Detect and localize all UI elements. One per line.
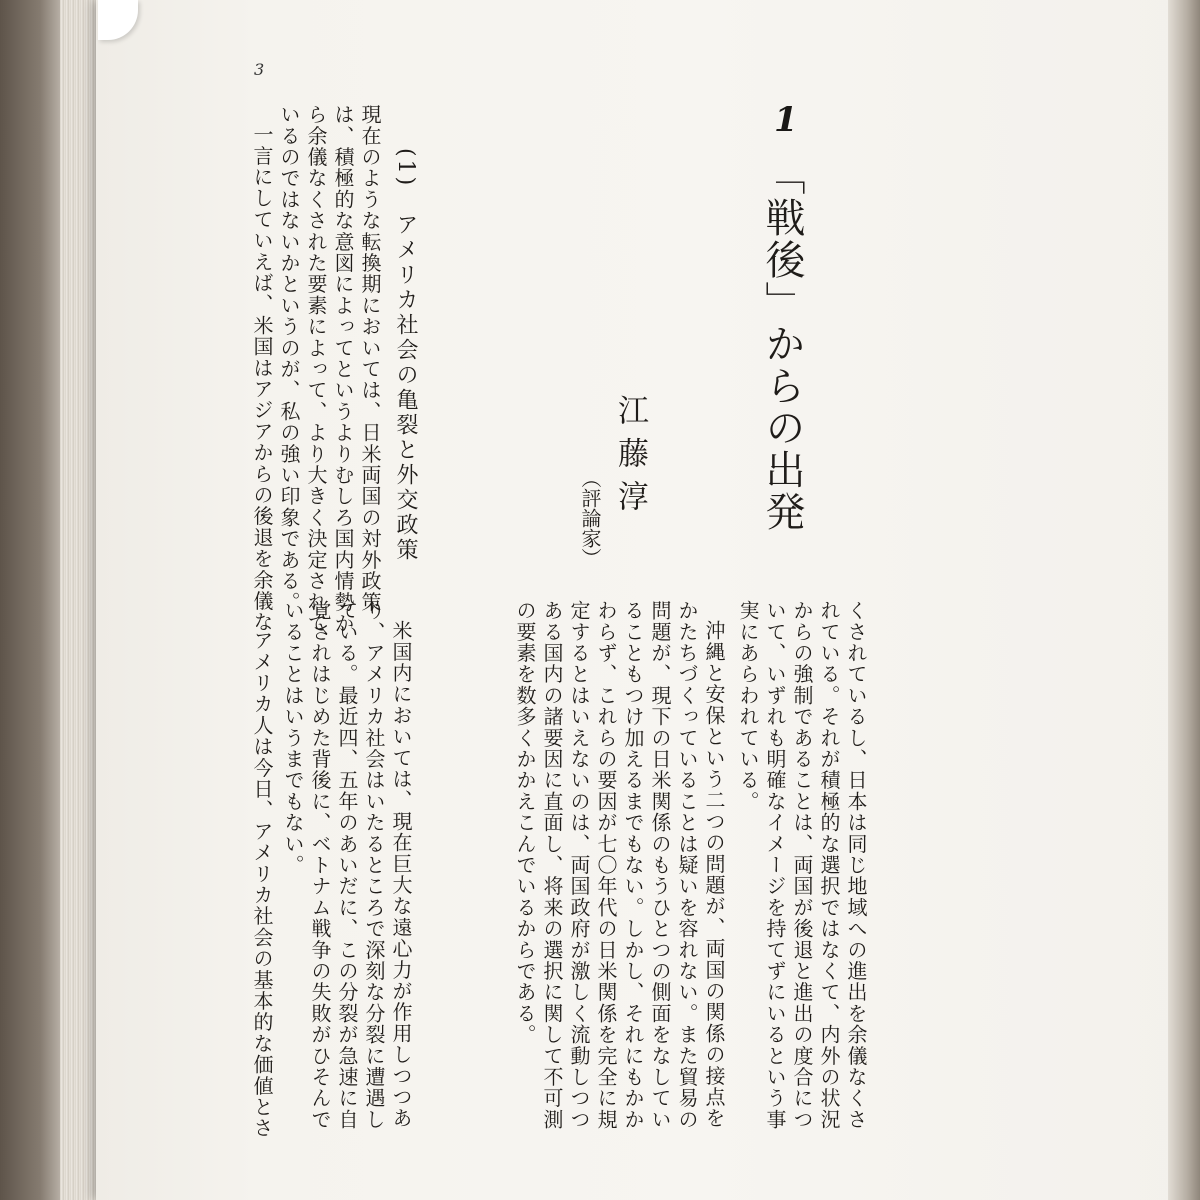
chapter-title: 「戦後」からの出発 [759,155,805,533]
book-gutter [1168,0,1200,1200]
section-heading: (1) アメリカ社会の亀裂と外交政策 [393,148,418,564]
text-column: からの強制であることは、両国が後退と進出の度合につ [790,600,814,1130]
text-column: ら余儀なくされた要素によって、より大きく決定されて [304,104,328,634]
text-column: 覚されはじめた背後に、ベトナム戦争の失敗がひそんで [308,600,332,1130]
text-column: り、アメリカ社会はいたるところで深刻な分裂に遭遇し [362,600,386,1130]
text-column: は、積極的な意図によってというよりむしろ国内情勢か [331,104,355,634]
text-column: ある国内の諸要因に直面し、将来の選択に関して不可測 [540,600,564,1130]
text-column: の要素を数多くかかえこんでいるからである。 [513,600,537,1046]
text-column: 実にあらわれている。 [736,600,760,812]
text-column: くされているし、日本は同じ地域への進出を余儀なくさ [844,600,868,1130]
text-column: わらず、これらの要因が七〇年代の日米関係を完全に規 [594,600,618,1130]
text-column: いて、いずれも明確なイメージを持てずにいるという事 [763,600,787,1130]
text-column: アメリカ人は今日、アメリカ社会の基本的な価値とさ [250,630,274,1139]
text-column: 沖縄と安保という二つの問題が、両国の関係の接点を [702,620,726,1129]
text-column: 定するとはいえないのは、両国政府が激しく流動しつつ [567,600,591,1130]
text-column: 問題が、現下の日米関係のもうひとつの側面をなしてい [648,600,672,1130]
text-column: ている。最近四、五年のあいだに、この分裂が急速に自 [335,600,359,1130]
text-column: 現在のような転換期においては、日米両国の対外政策 [358,104,382,613]
text-column: れている。それが積極的な選択ではなくて、内外の状況 [817,600,841,1130]
text-column: ることもつけ加えるまでもない。しかし、それにもかか [621,600,645,1130]
text-column: いるのではないかというのが、私の強い印象である。 [277,104,301,613]
text-column: 米国内においては、現在巨大な遠心力が作用しつつあ [389,620,413,1129]
author-name: 江藤淳 [612,394,648,523]
text-column: 一言にしていえば、米国はアジアからの後退を余儀な [250,124,274,633]
text-column: いることはいうまでもない。 [281,600,305,876]
page-number: 3 [254,60,265,79]
author-role: （評論家） [578,468,602,568]
chapter-number: 1 [774,100,798,140]
text-column: かたちづくっていることは疑いを容れない。また貿易の [675,600,699,1130]
